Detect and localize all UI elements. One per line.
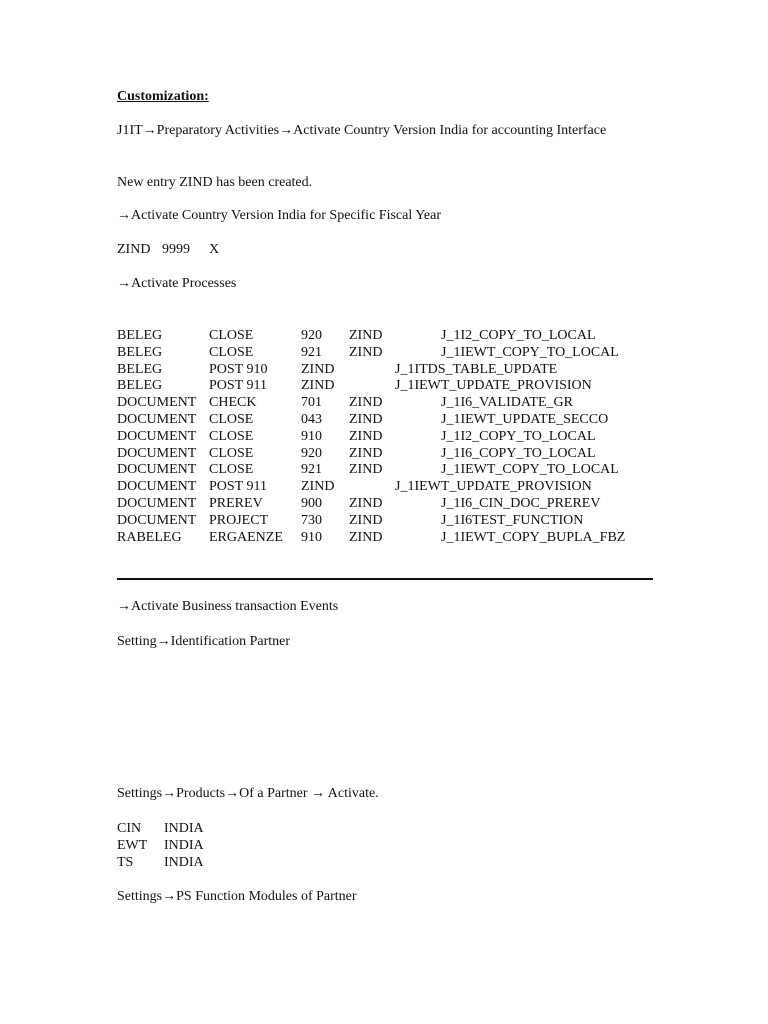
table-cell-c2: PROJECT xyxy=(209,512,269,528)
table-cell-c1: RABELEG xyxy=(117,529,182,545)
table-cell-c2: CHECK xyxy=(209,395,257,411)
menu-path-text: J1IT→Preparatory Activities→Activate Country Version India for accounting Interface xyxy=(117,123,607,138)
table-cell-c4: J_1IEWT_UPDATE_PROVISION xyxy=(395,378,592,394)
table-cell-c3: ZIND xyxy=(301,479,335,495)
table-cell-c3: 730 xyxy=(301,512,322,528)
table-cell-c5: J_1I2_COPY_TO_LOCAL xyxy=(441,428,596,444)
table-cell-c2: POST 910 xyxy=(209,361,268,377)
new-entry-text: New entry ZIND has been created. xyxy=(117,175,313,190)
table-cell-c4: ZIND xyxy=(349,462,383,478)
table-cell-c1: DOCUMENT xyxy=(117,512,197,528)
table-cell-c1: BELEG xyxy=(117,328,163,343)
table-cell-c5: J_1I2_COPY_TO_LOCAL xyxy=(441,328,596,343)
table-cell-c5: J_1I6_COPY_TO_LOCAL xyxy=(441,445,596,461)
table-cell-c4: ZIND xyxy=(349,445,383,461)
heading-customization: Customization: xyxy=(117,89,209,104)
table-cell-c1: DOCUMENT xyxy=(117,395,197,411)
table-cell-c2: CLOSE xyxy=(209,328,254,343)
table-cell-c5: J_1IEWT_UPDATE_SECCO xyxy=(441,412,609,427)
table-cell-c5: J_1I6_VALIDATE_GR xyxy=(441,395,573,411)
table-cell-c4: ZIND xyxy=(349,512,383,528)
table-cell-c5: J_1IEWT_COPY_TO_LOCAL xyxy=(441,462,619,478)
table-cell-c1: DOCUMENT xyxy=(117,462,197,478)
table-cell-c3: 910 xyxy=(301,428,322,444)
table-cell-c4: ZIND xyxy=(349,412,383,427)
table-cell-c3: 921 xyxy=(301,462,322,478)
table-cell-c2: CLOSE xyxy=(209,428,254,444)
product-code: EWT xyxy=(117,837,148,853)
table-cell-c3: 900 xyxy=(301,496,322,511)
activate-bte-text: →Activate Business transaction Events xyxy=(117,599,339,614)
table-cell-c1: DOCUMENT xyxy=(117,479,197,495)
product-code: CIN xyxy=(117,821,142,836)
table-cell-c4: ZIND xyxy=(349,529,383,545)
zind-line-year: 9999 xyxy=(162,242,190,257)
table-cell-c1: DOCUMENT xyxy=(117,445,197,461)
product-code: TS xyxy=(117,854,134,870)
product-country: INDIA xyxy=(164,854,204,870)
zind-line-flag: X xyxy=(209,242,220,257)
table-cell-c3: 920 xyxy=(301,445,322,461)
table-cell-c2: CLOSE xyxy=(209,412,254,427)
setting-partner-text: Setting→Identification Partner xyxy=(117,634,291,649)
table-cell-c3: 910 xyxy=(301,529,322,545)
table-cell-c3: ZIND xyxy=(301,378,335,394)
table-cell-c2: CLOSE xyxy=(209,445,254,461)
table-cell-c2: POST 911 xyxy=(209,378,267,394)
table-cell-c2: ERGAENZE xyxy=(209,529,283,545)
product-country: INDIA xyxy=(164,837,204,853)
table-cell-c3: 920 xyxy=(301,328,322,343)
table-cell-c2: CLOSE xyxy=(209,344,254,360)
table-cell-c1: BELEG xyxy=(117,344,163,360)
activate-processes-text: →Activate Processes xyxy=(117,276,237,291)
table-cell-c5: J_1I6TEST_FUNCTION xyxy=(441,512,584,528)
table-cell-c2: CLOSE xyxy=(209,462,254,478)
table-cell-c4: ZIND xyxy=(349,328,383,343)
table-cell-c4: ZIND xyxy=(349,395,383,411)
table-cell-c3: 701 xyxy=(301,395,322,411)
table-cell-c1: DOCUMENT xyxy=(117,412,197,427)
table-cell-c4: J_1ITDS_TABLE_UPDATE xyxy=(395,361,558,377)
table-cell-c1: DOCUMENT xyxy=(117,496,197,511)
table-cell-c1: BELEG xyxy=(117,361,163,377)
table-cell-c1: DOCUMENT xyxy=(117,428,197,444)
table-cell-c5: J_1IEWT_COPY_TO_LOCAL xyxy=(441,344,619,360)
table-cell-c2: POST 911 xyxy=(209,479,267,495)
table-cell-c4: ZIND xyxy=(349,428,383,444)
horizontal-rule xyxy=(117,578,653,580)
settings-products-text: Settings→Products→Of a Partner → Activate. xyxy=(117,786,379,801)
table-cell-c3: 921 xyxy=(301,344,322,360)
table-cell-c4: ZIND xyxy=(349,496,383,511)
table-cell-c3: ZIND xyxy=(301,361,335,377)
table-cell-c1: BELEG xyxy=(117,378,163,394)
product-country: INDIA xyxy=(164,821,204,836)
settings-ps-text: Settings→PS Function Modules of Partner xyxy=(117,889,357,904)
table-cell-c5: J_1IEWT_COPY_BUPLA_FBZ xyxy=(441,529,626,545)
table-cell-c4: J_1IEWT_UPDATE_PROVISION xyxy=(395,479,592,495)
table-cell-c5: J_1I6_CIN_DOC_PREREV xyxy=(441,496,601,511)
table-cell-c3: 043 xyxy=(301,412,322,427)
table-cell-c4: ZIND xyxy=(349,344,383,360)
zind-line-code: ZIND xyxy=(117,242,151,257)
table-cell-c2: PREREV xyxy=(209,496,263,511)
activate-fiscal-text: →Activate Country Version India for Specific Fiscal Year xyxy=(117,208,442,223)
